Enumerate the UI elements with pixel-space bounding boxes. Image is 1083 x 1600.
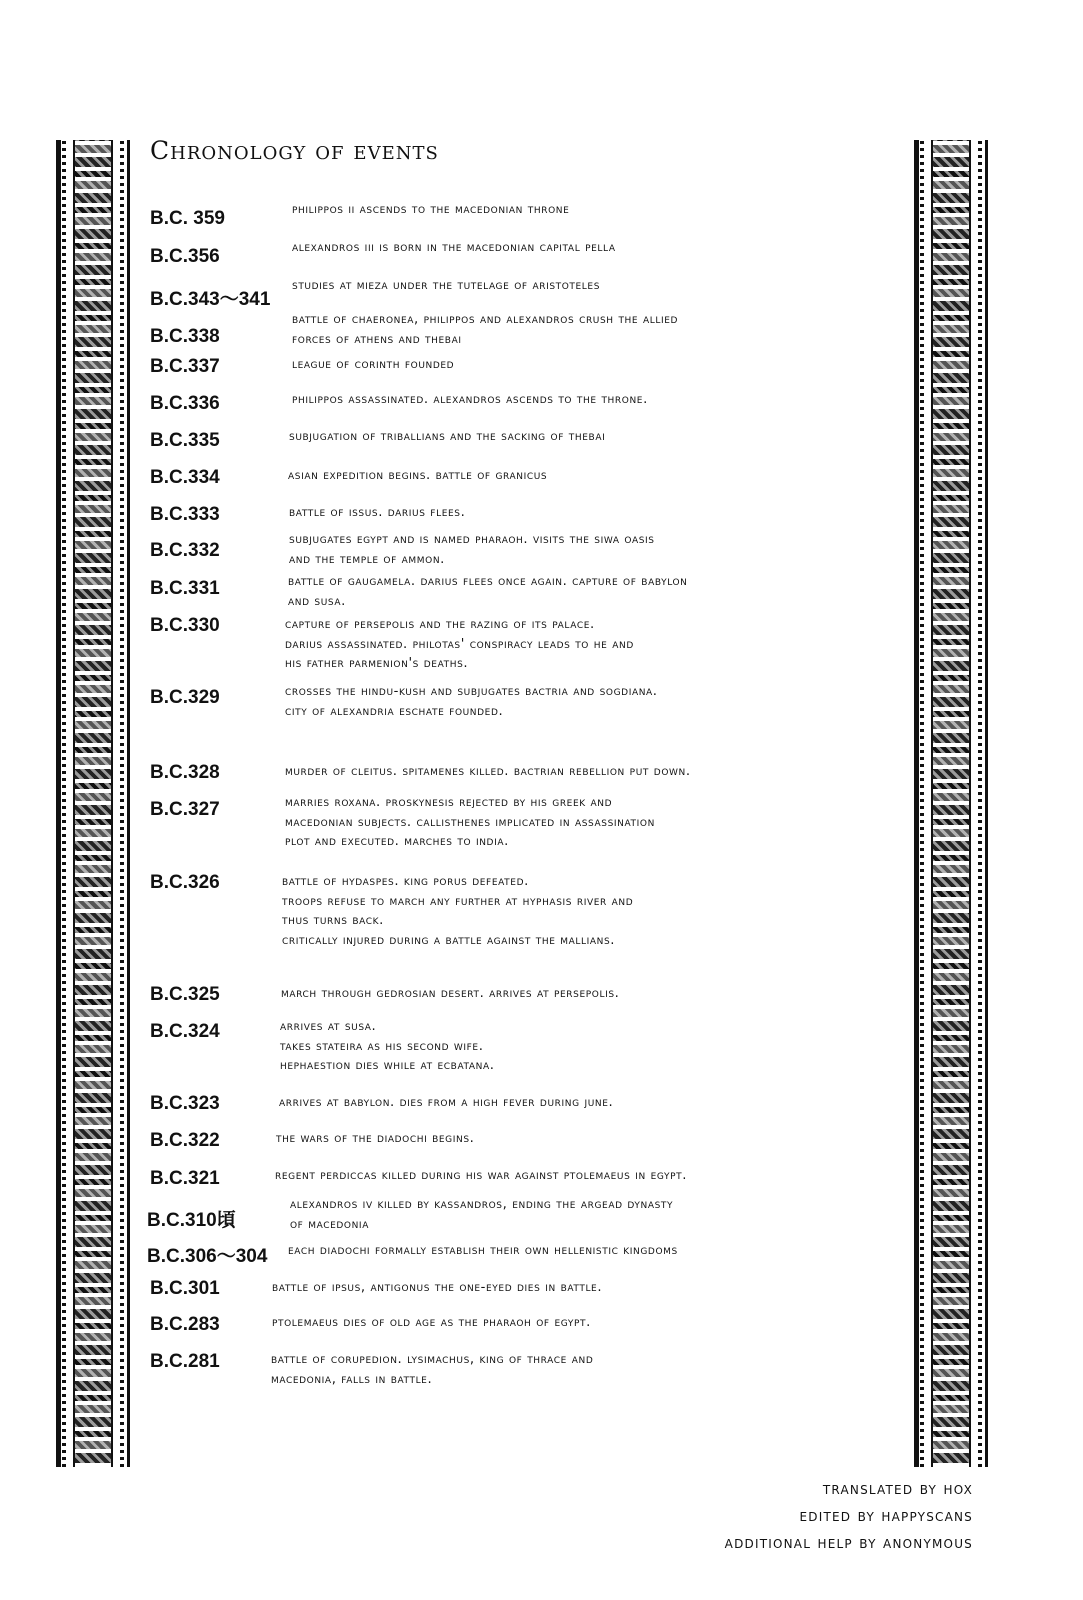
event-description-line: thus turns back. bbox=[282, 913, 384, 928]
event-description bbox=[289, 503, 465, 523]
event-description-line: troops refuse to march any further at hyphasis river and bbox=[282, 893, 634, 909]
ornamental-border-left bbox=[56, 140, 130, 1467]
event-description bbox=[285, 793, 655, 852]
event-description-line: asian expedition begins. battle of granicus bbox=[288, 468, 548, 483]
event-description-line: battle of hydaspes. king porus defeated. bbox=[282, 874, 529, 889]
event-description-line: subjugates egypt and is named pharaoh. visits the siwa oasis bbox=[289, 532, 655, 547]
credit-editor: edited by happyscans bbox=[799, 1506, 973, 1525]
event-year: B.C.338 bbox=[150, 326, 220, 347]
event-description bbox=[292, 390, 648, 410]
event-description-line: darius assassinated. philotas' conspiracy leads to he and bbox=[285, 636, 634, 652]
event-description-line: forces of athens and thebai bbox=[292, 331, 462, 347]
event-description-line: ptolemaeus dies of old age as the pharaoh of egypt. bbox=[272, 1315, 591, 1330]
event-description-line: each diadochi formally establish their own hellenistic kingdoms bbox=[288, 1243, 678, 1258]
credit-translator: translated by hox bbox=[822, 1479, 973, 1498]
event-description bbox=[271, 1350, 593, 1389]
event-description-line: march through gedrosian desert. arrives at persepolis. bbox=[281, 986, 620, 1001]
border-dots-right bbox=[978, 140, 982, 1467]
event-year: B.C.325 bbox=[150, 984, 220, 1005]
border-pattern-right bbox=[931, 140, 971, 1467]
event-description-line: capture of persepolis and the razing of its palace. bbox=[285, 617, 595, 632]
event-year: B.C.343～341 bbox=[150, 289, 271, 310]
event-description-line: and susa. bbox=[288, 593, 346, 609]
event-description-line: battle of chaeronea, philippos and alexandros crush the allied bbox=[292, 312, 679, 327]
event-description-line: macedonian subjects. callisthenes implicated in assassination bbox=[285, 814, 655, 830]
event-year: B.C.321 bbox=[150, 1168, 220, 1189]
event-description-line: takes stateira as his second wife. bbox=[280, 1038, 484, 1054]
event-description-line: marries roxana. proskynesis rejected by his greek and bbox=[285, 795, 613, 810]
event-description bbox=[276, 1129, 474, 1149]
event-description bbox=[289, 530, 655, 569]
event-year: B.C.330 bbox=[150, 615, 220, 636]
event-description-line: hephaestion dies while at ecbatana. bbox=[280, 1058, 495, 1073]
event-description-line: alexandros iv killed by kassandros, ending the argead dynasty bbox=[290, 1197, 674, 1212]
event-year: B.C.310頃 bbox=[147, 1210, 236, 1231]
event-description-line: city of alexandria eschate founded. bbox=[285, 703, 504, 719]
event-description bbox=[280, 1017, 495, 1076]
event-year: B.C.322 bbox=[150, 1130, 220, 1151]
event-description-line: arrives at babylon. dies from a high fever during june. bbox=[279, 1095, 614, 1110]
border-dots-left bbox=[920, 140, 924, 1467]
event-description-line: philippos assassinated. alexandros ascends to the throne. bbox=[292, 392, 648, 407]
event-year: B.C.337 bbox=[150, 356, 220, 377]
border-dots-left bbox=[62, 140, 66, 1467]
event-description bbox=[285, 762, 691, 782]
event-year: B.C.332 bbox=[150, 540, 220, 561]
event-year: B.C.326 bbox=[150, 872, 220, 893]
event-description bbox=[292, 276, 600, 296]
event-description bbox=[292, 200, 569, 220]
event-year: B.C.334 bbox=[150, 467, 220, 488]
event-year: B.C.327 bbox=[150, 799, 220, 820]
event-description-line: the wars of the diadochi begins. bbox=[276, 1131, 475, 1146]
event-description bbox=[288, 572, 688, 611]
event-description-line: crosses the hindu-kush and subjugates bactria and sogdiana. bbox=[285, 684, 658, 699]
event-year: B.C.329 bbox=[150, 687, 220, 708]
event-description-line: philippos ii ascends to the macedonian throne bbox=[292, 202, 570, 217]
event-description bbox=[279, 1093, 613, 1113]
event-description bbox=[288, 466, 547, 486]
event-year: B.C.335 bbox=[150, 430, 220, 451]
event-year: B.C.306～304 bbox=[147, 1246, 268, 1267]
event-description-line: critically injured during a battle against the mallians. bbox=[282, 932, 616, 948]
event-description bbox=[272, 1278, 602, 1298]
event-year: B.C.323 bbox=[150, 1093, 220, 1114]
event-description-line: alexandros iii is born in the macedonian capital pella bbox=[292, 240, 616, 255]
event-year: B.C.356 bbox=[150, 246, 220, 267]
event-description-line: arrives at susa. bbox=[280, 1019, 377, 1034]
event-description bbox=[282, 872, 633, 950]
event-description-line: of macedonia bbox=[290, 1216, 369, 1232]
event-year: B.C.331 bbox=[150, 578, 220, 599]
event-description-line: macedonia, falls in battle. bbox=[271, 1371, 433, 1387]
event-description bbox=[285, 682, 658, 721]
event-description bbox=[292, 238, 616, 258]
event-description-line: league of corinth founded bbox=[292, 357, 455, 372]
event-description-line: regent perdiccas killed during his war against ptolemaeus in egypt. bbox=[275, 1168, 687, 1183]
event-description-line: battle of issus. darius flees. bbox=[289, 505, 466, 520]
event-description bbox=[281, 984, 619, 1004]
event-description bbox=[288, 1241, 678, 1261]
event-description bbox=[285, 615, 634, 674]
credits bbox=[725, 1475, 973, 1556]
event-year: B.C.336 bbox=[150, 393, 220, 414]
event-year: B.C.324 bbox=[150, 1021, 220, 1042]
event-year: B.C.301 bbox=[150, 1278, 220, 1299]
event-description bbox=[292, 355, 454, 375]
event-description-line: subjugation of triballians and the sacking of thebai bbox=[289, 429, 606, 444]
border-pattern-left bbox=[73, 140, 113, 1467]
event-description bbox=[292, 310, 678, 349]
event-description-line: studies at mieza under the tutelage of aristoteles bbox=[292, 278, 601, 293]
event-description-line: murder of cleitus. spitamenes killed. bactrian rebellion put down. bbox=[285, 764, 691, 779]
event-year: B.C.281 bbox=[150, 1351, 220, 1372]
event-description-line: battle of ipsus, antigonus the one-eyed dies in battle. bbox=[272, 1280, 603, 1295]
event-description-line: and the temple of ammon. bbox=[289, 551, 445, 567]
event-year: B.C. 359 bbox=[150, 208, 225, 229]
event-description bbox=[290, 1195, 673, 1234]
credit-additional: additional help by anonymous bbox=[724, 1533, 973, 1552]
page-title: Chronology of events bbox=[150, 136, 439, 165]
event-description bbox=[275, 1166, 687, 1186]
ornamental-border-right bbox=[914, 140, 988, 1467]
event-year: B.C.328 bbox=[150, 762, 220, 783]
event-description bbox=[272, 1313, 591, 1333]
event-description-line: battle of corupedion. lysimachus, king of thrace and bbox=[271, 1352, 594, 1367]
border-dots-right bbox=[120, 140, 124, 1467]
event-description bbox=[289, 427, 605, 447]
event-year: B.C.333 bbox=[150, 504, 220, 525]
event-year: B.C.283 bbox=[150, 1314, 220, 1335]
event-description-line: his father parmenion's deaths. bbox=[285, 656, 469, 671]
event-description-line: battle of gaugamela. darius flees once again. capture of babylon bbox=[288, 574, 688, 589]
event-description-line: plot and executed. marches to india. bbox=[285, 834, 509, 849]
